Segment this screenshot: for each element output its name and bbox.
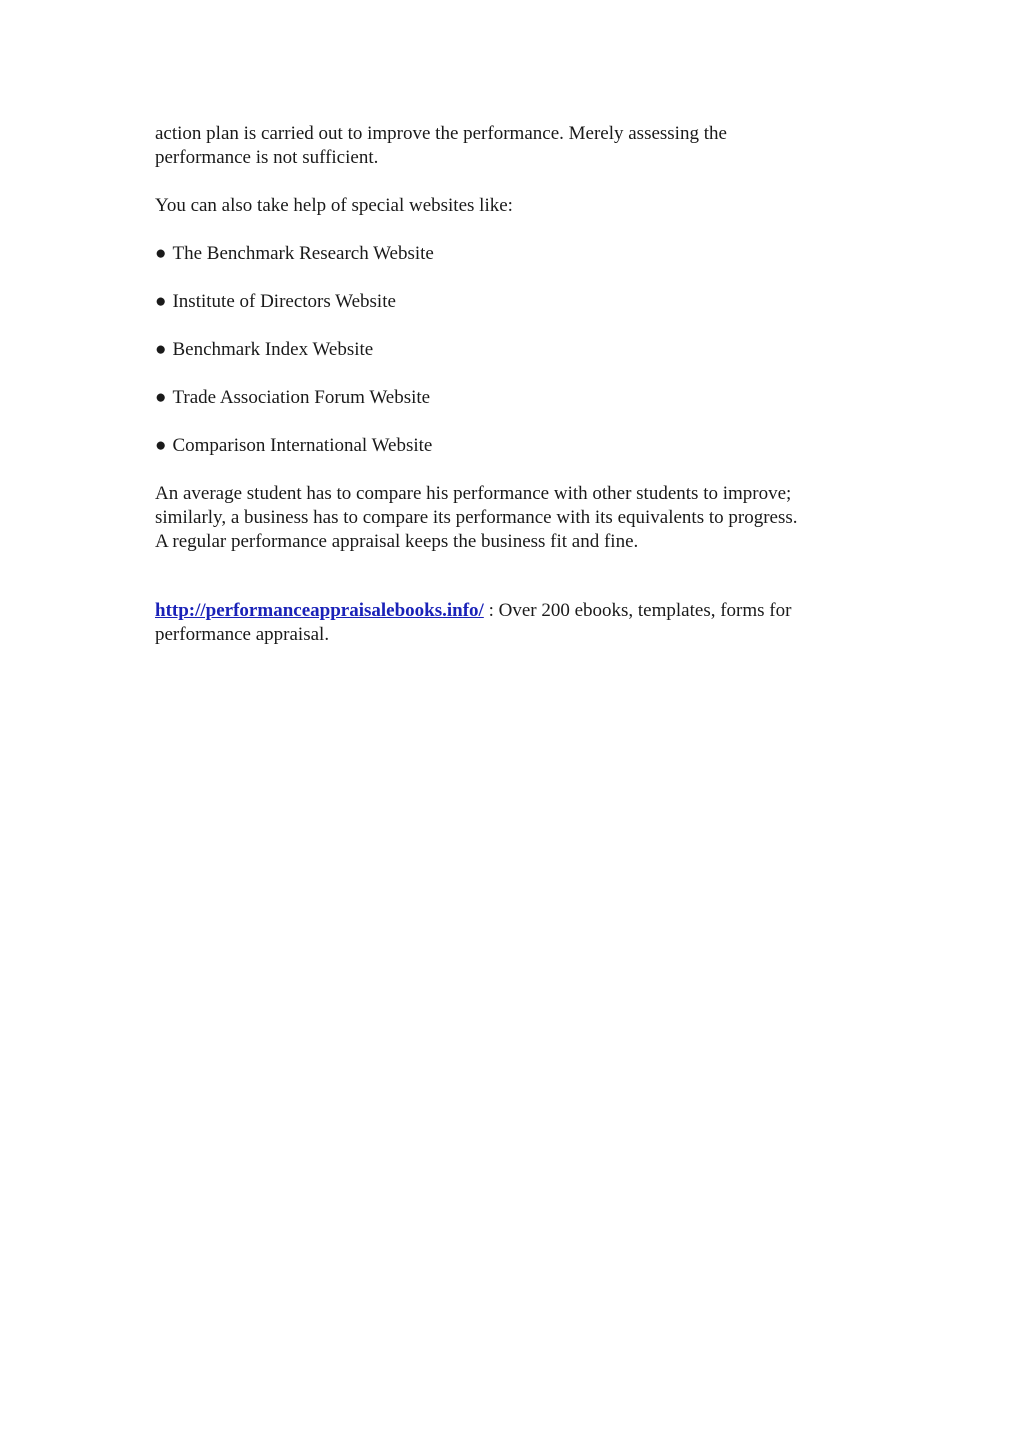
closing-paragraph bbox=[155, 482, 875, 554]
websites-list bbox=[155, 242, 875, 458]
footer-paragraph bbox=[155, 599, 875, 647]
ebooks-link[interactable]: http://performanceappraisalebooks.info/ bbox=[155, 600, 484, 621]
footer-line-2: performance appraisal. bbox=[155, 624, 330, 645]
bullet-icon: ● bbox=[155, 243, 167, 264]
list-item-label: The Benchmark Research Website bbox=[172, 243, 434, 264]
list-item-label: Benchmark Index Website bbox=[172, 339, 374, 360]
intro-line-1: action plan is carried out to improve the performance. Merely assessing the bbox=[155, 123, 727, 144]
intro-paragraph bbox=[155, 122, 875, 170]
closing-line-1: An average student has to compare his performance with other students to improve; bbox=[155, 483, 792, 504]
bullet-icon: ● bbox=[155, 291, 167, 312]
list-item bbox=[155, 242, 875, 266]
websites-lead-text: You can also take help of special websites like: bbox=[155, 195, 513, 216]
bullet-icon: ● bbox=[155, 387, 167, 408]
list-item bbox=[155, 434, 875, 458]
list-item-label: Comparison International Website bbox=[172, 435, 433, 456]
footer-after-link: : Over 200 ebooks, templates, forms for bbox=[483, 600, 792, 621]
list-item-label: Trade Association Forum Website bbox=[172, 387, 431, 408]
bullet-icon: ● bbox=[155, 435, 167, 456]
document-page bbox=[155, 122, 875, 647]
closing-line-3: A regular performance appraisal keeps the business fit and fine. bbox=[155, 531, 639, 552]
list-item bbox=[155, 338, 875, 362]
list-item bbox=[155, 386, 875, 410]
intro-line-2: performance is not sufficient. bbox=[155, 147, 379, 168]
list-item bbox=[155, 290, 875, 314]
closing-line-2: similarly, a business has to compare its performance with its equivalents to progress. bbox=[155, 507, 798, 528]
bullet-icon: ● bbox=[155, 339, 167, 360]
list-item-label: Institute of Directors Website bbox=[172, 291, 396, 312]
